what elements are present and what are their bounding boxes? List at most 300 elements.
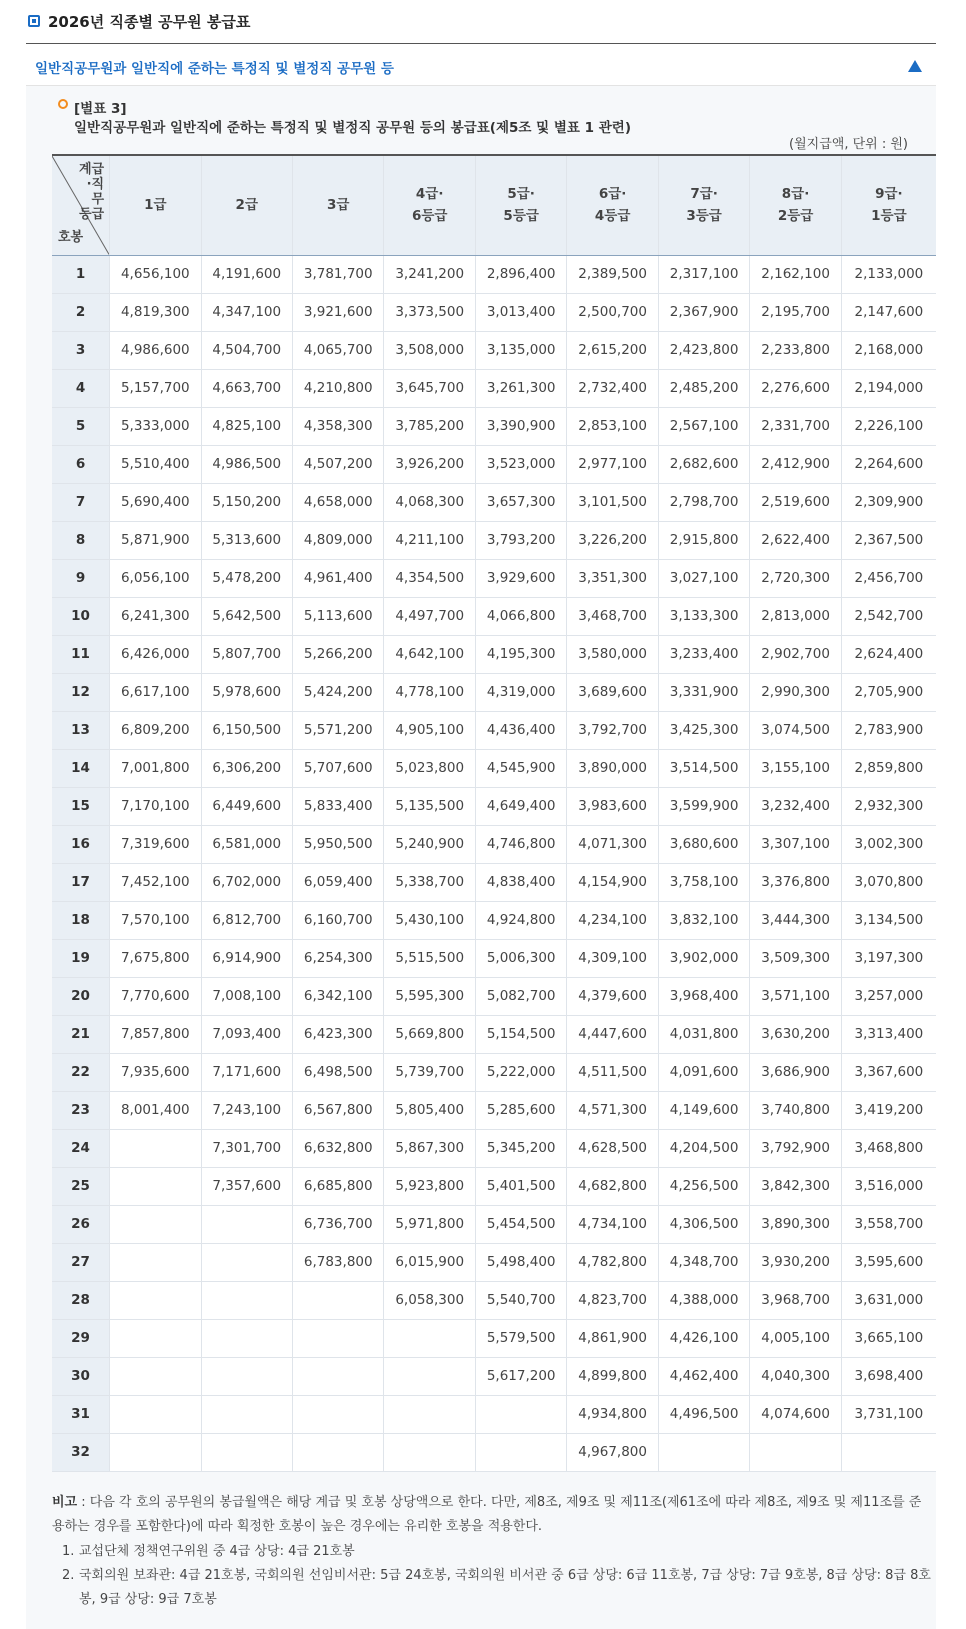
salary-cell: 4,663,700 (201, 369, 292, 407)
table-row (52, 1205, 936, 1243)
salary-cell: 2,162,100 (750, 255, 841, 293)
salary-cell: 2,389,500 (567, 255, 658, 293)
grade-column-header: 4급· 6등급 (384, 155, 475, 255)
salary-cell: 2,977,100 (567, 445, 658, 483)
salary-cell: 4,149,600 (658, 1091, 749, 1129)
salary-cell: 3,390,900 (475, 407, 566, 445)
salary-cell: 4,656,100 (110, 255, 201, 293)
salary-cell: 3,261,300 (475, 369, 566, 407)
step-number: 29 (52, 1319, 110, 1357)
salary-cell: 4,040,300 (750, 1357, 841, 1395)
step-number: 3 (52, 331, 110, 369)
salary-cell: 5,401,500 (475, 1167, 566, 1205)
salary-cell: 2,783,900 (841, 711, 936, 749)
salary-cell: 5,157,700 (110, 369, 201, 407)
table-row (52, 1053, 936, 1091)
salary-cell (201, 1319, 292, 1357)
table-row (52, 483, 936, 521)
remarks-text: : 다음 각 호의 공무원의 봉급월액은 해당 계급 및 호봉 상당액으로 한다. 다만, 제8조, 제9조 및 제11조(제61조에 따라 제8조, 제9조 및 제11조를 준용하는 경우를 포함한다)에 따라 획정한 호봉이 높은 경우에는 유리한 호봉을 적용한다. (52, 1495, 922, 1534)
salary-cell (110, 1433, 201, 1471)
salary-cell: 4,642,100 (384, 635, 475, 673)
salary-cell: 4,204,500 (658, 1129, 749, 1167)
salary-cell: 4,065,700 (293, 331, 384, 369)
table-row (52, 787, 936, 825)
salary-cell: 2,798,700 (658, 483, 749, 521)
salary-cell: 3,241,200 (384, 255, 475, 293)
table-row (52, 1281, 936, 1319)
salary-cell: 3,523,000 (475, 445, 566, 483)
salary-cell (384, 1357, 475, 1395)
salary-cell: 4,507,200 (293, 445, 384, 483)
salary-cell: 4,905,100 (384, 711, 475, 749)
grade-column-header: 2급 (201, 155, 292, 255)
salary-cell: 5,023,800 (384, 749, 475, 787)
salary-cell (475, 1395, 566, 1433)
salary-cell: 2,542,700 (841, 597, 936, 635)
salary-cell: 4,496,500 (658, 1395, 749, 1433)
salary-cell: 2,226,100 (841, 407, 936, 445)
grade-column-header: 9급· 1등급 (841, 155, 936, 255)
salary-cell: 7,357,600 (201, 1167, 292, 1205)
grade-column-header: 8급· 2등급 (750, 155, 841, 255)
step-number: 12 (52, 673, 110, 711)
step-number: 1 (52, 255, 110, 293)
remarks-label: 비고 (52, 1495, 78, 1510)
salary-cell: 2,423,800 (658, 331, 749, 369)
square-bullet-icon (28, 15, 40, 27)
salary-cell (658, 1433, 749, 1471)
table-body (52, 255, 936, 1471)
step-number: 4 (52, 369, 110, 407)
salary-cell: 4,211,100 (384, 521, 475, 559)
salary-cell: 6,150,500 (201, 711, 292, 749)
salary-cell: 3,307,100 (750, 825, 841, 863)
salary-cell: 3,013,400 (475, 293, 566, 331)
salary-cell: 4,210,800 (293, 369, 384, 407)
salary-cell: 4,348,700 (658, 1243, 749, 1281)
salary-cell (750, 1433, 841, 1471)
salary-cell: 2,367,900 (658, 293, 749, 331)
table-row (52, 635, 936, 673)
salary-cell (841, 1433, 936, 1471)
salary-cell (475, 1433, 566, 1471)
grade-column-header: 5급· 5등급 (475, 155, 566, 255)
salary-cell: 7,243,100 (201, 1091, 292, 1129)
salary-cell (293, 1357, 384, 1395)
step-number: 30 (52, 1357, 110, 1395)
corner-header (52, 155, 110, 255)
salary-cell (293, 1281, 384, 1319)
salary-cell: 3,758,100 (658, 863, 749, 901)
salary-cell: 4,091,600 (658, 1053, 749, 1091)
table-row (52, 1433, 936, 1471)
salary-cell: 3,232,400 (750, 787, 841, 825)
salary-cell: 2,932,300 (841, 787, 936, 825)
step-number: 14 (52, 749, 110, 787)
salary-cell: 2,317,100 (658, 255, 749, 293)
salary-cell: 3,373,500 (384, 293, 475, 331)
table-row (52, 293, 936, 331)
salary-cell: 5,739,700 (384, 1053, 475, 1091)
salary-cell: 6,423,300 (293, 1015, 384, 1053)
salary-cell: 6,914,900 (201, 939, 292, 977)
salary-cell: 6,736,700 (293, 1205, 384, 1243)
salary-cell: 6,342,100 (293, 977, 384, 1015)
salary-cell: 6,058,300 (384, 1281, 475, 1319)
salary-cell (201, 1243, 292, 1281)
salary-cell: 5,135,500 (384, 787, 475, 825)
annex-number: [별표 3] (74, 101, 127, 117)
step-number: 2 (52, 293, 110, 331)
salary-cell: 3,226,200 (567, 521, 658, 559)
salary-cell: 2,896,400 (475, 255, 566, 293)
salary-cell: 3,134,500 (841, 901, 936, 939)
salary-cell: 3,571,100 (750, 977, 841, 1015)
salary-cell: 4,462,400 (658, 1357, 749, 1395)
salary-cell: 3,686,900 (750, 1053, 841, 1091)
salary-cell (201, 1281, 292, 1319)
salary-cell: 2,622,400 (750, 521, 841, 559)
salary-cell: 4,426,100 (658, 1319, 749, 1357)
salary-cell: 2,133,000 (841, 255, 936, 293)
step-number: 19 (52, 939, 110, 977)
annex-title: 일반직공무원과 일반직에 준하는 특정직 및 별정직 공무원 등의 봉급표(제5조 및 별표 1 관련) (74, 120, 632, 136)
salary-cell: 4,511,500 (567, 1053, 658, 1091)
salary-cell: 7,008,100 (201, 977, 292, 1015)
salary-cell: 3,926,200 (384, 445, 475, 483)
salary-cell: 3,133,300 (658, 597, 749, 635)
salary-cell: 7,301,700 (201, 1129, 292, 1167)
salary-cell (293, 1433, 384, 1471)
salary-cell: 3,002,300 (841, 825, 936, 863)
salary-cell: 5,571,200 (293, 711, 384, 749)
salary-cell: 4,066,800 (475, 597, 566, 635)
salary-cell: 5,150,200 (201, 483, 292, 521)
salary-cell: 2,567,100 (658, 407, 749, 445)
salary-cell: 3,468,800 (841, 1129, 936, 1167)
salary-cell: 4,504,700 (201, 331, 292, 369)
salary-cell: 4,986,600 (110, 331, 201, 369)
salary-cell: 5,113,600 (293, 597, 384, 635)
salary-cell (201, 1357, 292, 1395)
salary-cell: 3,233,400 (658, 635, 749, 673)
salary-cell: 5,333,000 (110, 407, 201, 445)
salary-cell: 2,859,800 (841, 749, 936, 787)
table-row (52, 407, 936, 445)
step-number: 20 (52, 977, 110, 1015)
salary-cell: 6,498,500 (293, 1053, 384, 1091)
salary-cell: 4,071,300 (567, 825, 658, 863)
table-row (52, 331, 936, 369)
salary-cell: 5,498,400 (475, 1243, 566, 1281)
salary-cell: 4,809,000 (293, 521, 384, 559)
salary-cell: 7,857,800 (110, 1015, 201, 1053)
salary-cell: 5,540,700 (475, 1281, 566, 1319)
salary-cell: 3,631,000 (841, 1281, 936, 1319)
salary-cell: 4,005,100 (750, 1319, 841, 1357)
table-row (52, 1319, 936, 1357)
salary-cell: 6,059,400 (293, 863, 384, 901)
circle-bullet-icon (58, 99, 68, 109)
salary-cell: 4,934,800 (567, 1395, 658, 1433)
salary-cell: 3,599,900 (658, 787, 749, 825)
step-number: 22 (52, 1053, 110, 1091)
salary-cell: 3,792,700 (567, 711, 658, 749)
grade-column-header: 3급 (293, 155, 384, 255)
salary-cell: 3,558,700 (841, 1205, 936, 1243)
salary-cell: 5,285,600 (475, 1091, 566, 1129)
salary-cell: 3,689,600 (567, 673, 658, 711)
salary-cell (384, 1433, 475, 1471)
step-number: 21 (52, 1015, 110, 1053)
salary-cell (110, 1357, 201, 1395)
salary-cell: 2,233,800 (750, 331, 841, 369)
salary-cell: 7,675,800 (110, 939, 201, 977)
salary-cell: 3,792,900 (750, 1129, 841, 1167)
salary-cell: 5,478,200 (201, 559, 292, 597)
salary-cell: 5,006,300 (475, 939, 566, 977)
salary-cell (110, 1129, 201, 1167)
salary-cell: 3,665,100 (841, 1319, 936, 1357)
salary-cell: 4,778,100 (384, 673, 475, 711)
table-row (52, 1357, 936, 1395)
table-row (52, 597, 936, 635)
salary-cell: 2,915,800 (658, 521, 749, 559)
salary-cell: 5,222,000 (475, 1053, 566, 1091)
salary-cell: 4,961,400 (293, 559, 384, 597)
remarks-item: 2. 국회의원 보좌관: 4급 21호봉, 국회의원 선임비서관: 5급 24호봉, 국회의원 비서관 중 6급 상당: 6급 11호봉, 7급 상당: 7급 9호봉, 8급 상당: 8급 8호봉, 9급 상당: 9급 7호봉 (62, 1568, 931, 1607)
salary-cell (110, 1395, 201, 1433)
salary-cell: 4,347,100 (201, 293, 292, 331)
salary-cell: 3,890,300 (750, 1205, 841, 1243)
salary-cell: 3,509,300 (750, 939, 841, 977)
table-row (52, 255, 936, 293)
salary-cell: 7,935,600 (110, 1053, 201, 1091)
salary-cell: 4,234,100 (567, 901, 658, 939)
step-number: 8 (52, 521, 110, 559)
salary-cell: 4,074,600 (750, 1395, 841, 1433)
salary-cell: 2,615,200 (567, 331, 658, 369)
salary-cell: 4,658,000 (293, 483, 384, 521)
table-row (52, 1015, 936, 1053)
accordion-header[interactable] (26, 46, 936, 86)
salary-cell: 3,645,700 (384, 369, 475, 407)
salary-cell: 3,902,000 (658, 939, 749, 977)
salary-cell: 5,669,800 (384, 1015, 475, 1053)
salary-cell: 3,740,800 (750, 1091, 841, 1129)
salary-cell: 2,456,700 (841, 559, 936, 597)
salary-cell: 2,705,900 (841, 673, 936, 711)
salary-cell: 2,147,600 (841, 293, 936, 331)
salary-cell: 3,135,000 (475, 331, 566, 369)
salary-cell: 3,514,500 (658, 749, 749, 787)
salary-cell: 3,516,000 (841, 1167, 936, 1205)
salary-cell: 4,861,900 (567, 1319, 658, 1357)
salary-cell: 3,657,300 (475, 483, 566, 521)
salary-cell: 5,579,500 (475, 1319, 566, 1357)
salary-cell (201, 1433, 292, 1471)
salary-cell: 3,921,600 (293, 293, 384, 331)
salary-cell: 4,306,500 (658, 1205, 749, 1243)
salary-cell: 5,313,600 (201, 521, 292, 559)
salary-cell (110, 1205, 201, 1243)
salary-cell: 4,497,700 (384, 597, 475, 635)
grade-header-label: 계급 ·직 무 등급 (78, 162, 105, 222)
accordion-label[interactable]: 일반직공무원과 일반직에 준하는 특정직 및 별정직 공무원 등 (35, 61, 394, 77)
salary-cell: 4,447,600 (567, 1015, 658, 1053)
salary-cell: 5,690,400 (110, 483, 201, 521)
salary-cell: 3,313,400 (841, 1015, 936, 1053)
table-header-row (52, 155, 936, 255)
salary-cell: 2,195,700 (750, 293, 841, 331)
salary-cell: 3,331,900 (658, 673, 749, 711)
salary-cell: 4,746,800 (475, 825, 566, 863)
salary-cell: 4,838,400 (475, 863, 566, 901)
salary-cell: 4,819,300 (110, 293, 201, 331)
salary-cell: 5,971,800 (384, 1205, 475, 1243)
salary-cell: 5,642,500 (201, 597, 292, 635)
salary-cell: 6,015,900 (384, 1243, 475, 1281)
salary-cell: 3,419,200 (841, 1091, 936, 1129)
salary-cell: 3,781,700 (293, 255, 384, 293)
salary-cell: 2,990,300 (750, 673, 841, 711)
salary-cell: 6,449,600 (201, 787, 292, 825)
salary-cell: 6,617,100 (110, 673, 201, 711)
salary-cell: 5,424,200 (293, 673, 384, 711)
salary-cell: 3,968,400 (658, 977, 749, 1015)
salary-cell: 3,731,100 (841, 1395, 936, 1433)
salary-cell: 3,968,700 (750, 1281, 841, 1319)
salary-cell: 6,632,800 (293, 1129, 384, 1167)
salary-cell: 2,276,600 (750, 369, 841, 407)
salary-cell: 2,500,700 (567, 293, 658, 331)
page-header (26, 0, 936, 44)
salary-cell: 5,805,400 (384, 1091, 475, 1129)
salary-cell: 3,425,300 (658, 711, 749, 749)
salary-cell: 3,444,300 (750, 901, 841, 939)
remarks (52, 1491, 932, 1612)
salary-cell: 3,680,600 (658, 825, 749, 863)
salary-cell: 5,950,500 (293, 825, 384, 863)
salary-cell: 5,454,500 (475, 1205, 566, 1243)
remarks-item: 1. 교섭단체 정책연구위원 중 4급 상당: 4급 21호봉 (62, 1544, 355, 1559)
salary-cell: 5,082,700 (475, 977, 566, 1015)
salary-cell: 4,154,900 (567, 863, 658, 901)
salary-cell: 4,031,800 (658, 1015, 749, 1053)
step-number: 28 (52, 1281, 110, 1319)
salary-cell: 4,986,500 (201, 445, 292, 483)
salary-cell: 5,978,600 (201, 673, 292, 711)
collapse-arrow-icon[interactable] (908, 60, 922, 72)
salary-cell: 2,331,700 (750, 407, 841, 445)
table-row (52, 521, 936, 559)
salary-cell: 2,720,300 (750, 559, 841, 597)
step-number: 10 (52, 597, 110, 635)
grade-column-header: 1급 (110, 155, 201, 255)
table-row (52, 1243, 936, 1281)
salary-cell: 4,734,100 (567, 1205, 658, 1243)
salary-cell: 5,707,600 (293, 749, 384, 787)
table-row (52, 977, 936, 1015)
salary-cell: 2,264,600 (841, 445, 936, 483)
salary-cell: 3,468,700 (567, 597, 658, 635)
salary-cell: 4,256,500 (658, 1167, 749, 1205)
salary-cell: 5,617,200 (475, 1357, 566, 1395)
salary-cell: 2,309,900 (841, 483, 936, 521)
salary-cell: 6,306,200 (201, 749, 292, 787)
step-number: 31 (52, 1395, 110, 1433)
salary-cell: 4,899,800 (567, 1357, 658, 1395)
table-row (52, 1395, 936, 1433)
salary-cell: 4,823,700 (567, 1281, 658, 1319)
step-number: 25 (52, 1167, 110, 1205)
table-row (52, 711, 936, 749)
step-number: 16 (52, 825, 110, 863)
salary-cell: 6,812,700 (201, 901, 292, 939)
step-number: 32 (52, 1433, 110, 1471)
salary-cell: 2,168,000 (841, 331, 936, 369)
salary-cell: 4,436,400 (475, 711, 566, 749)
step-number: 11 (52, 635, 110, 673)
salary-cell (110, 1281, 201, 1319)
salary-cell: 8,001,400 (110, 1091, 201, 1129)
salary-cell: 2,732,400 (567, 369, 658, 407)
salary-cell: 5,595,300 (384, 977, 475, 1015)
salary-cell: 4,319,000 (475, 673, 566, 711)
salary-cell (201, 1395, 292, 1433)
step-number: 6 (52, 445, 110, 483)
salary-cell: 4,191,600 (201, 255, 292, 293)
salary-cell: 4,967,800 (567, 1433, 658, 1471)
salary-cell: 7,770,600 (110, 977, 201, 1015)
table-row (52, 1129, 936, 1167)
table-row (52, 673, 936, 711)
salary-table (52, 154, 936, 1472)
salary-cell: 5,515,500 (384, 939, 475, 977)
salary-cell: 3,595,600 (841, 1243, 936, 1281)
salary-cell: 3,376,800 (750, 863, 841, 901)
grade-column-header: 7급· 3등급 (658, 155, 749, 255)
salary-cell: 3,155,100 (750, 749, 841, 787)
salary-cell (293, 1319, 384, 1357)
page-title: 2026년 직종별 공무원 봉급표 (48, 13, 251, 31)
salary-cell (110, 1319, 201, 1357)
salary-cell: 6,783,800 (293, 1243, 384, 1281)
salary-cell: 5,923,800 (384, 1167, 475, 1205)
salary-cell: 3,101,500 (567, 483, 658, 521)
step-number: 26 (52, 1205, 110, 1243)
salary-cell: 2,902,700 (750, 635, 841, 673)
table-row (52, 863, 936, 901)
salary-cell: 3,027,100 (658, 559, 749, 597)
salary-cell: 4,571,300 (567, 1091, 658, 1129)
salary-cell: 3,257,000 (841, 977, 936, 1015)
table-row (52, 369, 936, 407)
salary-cell (384, 1319, 475, 1357)
salary-cell: 7,452,100 (110, 863, 201, 901)
salary-cell: 5,266,200 (293, 635, 384, 673)
salary-cell: 3,630,200 (750, 1015, 841, 1053)
salary-cell: 5,345,200 (475, 1129, 566, 1167)
salary-cell: 7,171,600 (201, 1053, 292, 1091)
salary-cell: 2,194,000 (841, 369, 936, 407)
salary-cell: 6,426,000 (110, 635, 201, 673)
salary-cell: 4,309,100 (567, 939, 658, 977)
salary-cell: 2,519,600 (750, 483, 841, 521)
salary-cell: 4,358,300 (293, 407, 384, 445)
table-row (52, 445, 936, 483)
salary-cell (110, 1243, 201, 1281)
